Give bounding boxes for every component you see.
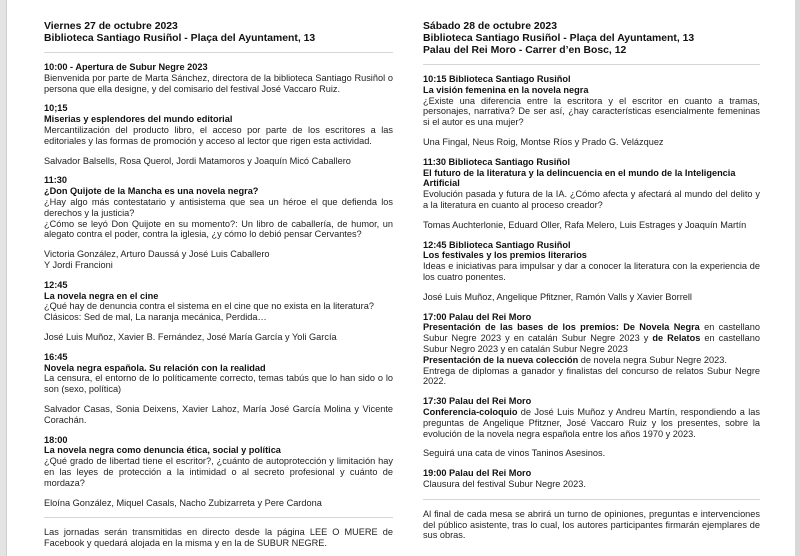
- text: de José Luis Muñoz y Andreu Martín, respondiendo a las preguntas de Angelique Pfitzner, José Vaccaro Ruiz y los presentes, sobre la evolución de la novela negra española entre los años 1970 y 2023.: [423, 406, 760, 439]
- footer-note: Al final de cada mesa se abrirá un turno de opiniones, preguntas e intervenciones del público asistente, tras lo cual, los autores participantes firmarán ejemplares de sus obras.: [423, 508, 760, 541]
- event-time: 10:15 Biblioteca Santiago Rusiñol: [423, 74, 571, 84]
- event-time: 19:00 Palau del Rei Moro: [423, 468, 532, 479]
- event-block: [44, 280, 393, 343]
- saturday-header: [423, 21, 760, 57]
- event-title: ¿Don Quijote de la Mancha es una novela negra?: [44, 186, 259, 197]
- event-time: 17:00 Palau del Rei Moro: [423, 311, 532, 322]
- event-time: 12:45 Biblioteca Santiago Rusiñol: [423, 239, 571, 250]
- event-block: [44, 435, 393, 509]
- event-title: La novela negra como denuncia ética, social y política: [44, 445, 281, 456]
- event-time: 10:00 - Apertura de Subur Negre 2023: [44, 62, 208, 72]
- event-time: 17:30 Palau del Rei Moro: [423, 396, 532, 407]
- event-block: [44, 352, 393, 426]
- text: de novela negra Subur Negre 2023.: [578, 354, 727, 365]
- event-block: [44, 103, 393, 166]
- event-1700: [423, 312, 760, 388]
- event-block: [44, 175, 393, 270]
- event-title: Novela negra española. Su relación con la realidad: [44, 362, 266, 373]
- event-desc: ¿Existe una diferencia entre la escritora y el escritor en cuanto a tramas, personajes, narrativa? De ser así, ¿hay características esencialmente femeninas si el autor es una mujer?: [423, 95, 760, 128]
- divider: [44, 52, 393, 53]
- event-time: 11:30: [44, 175, 67, 186]
- event-desc: ¿Hay algo más contestatario y antisistema que sea un héroe el que defienda los derechos y la justicia?: [44, 196, 393, 218]
- event-participants: Tomas Auchterlonie, Eduard Oller, Rafa Melero, Luis Estrages y Joaquín Martín: [423, 219, 747, 230]
- event-1730: [423, 396, 760, 459]
- event-desc: Clásicos: Sed de mal, La naranja mecánica, Perdida…: [44, 312, 267, 323]
- event-desc: ¿Qué hay de denuncia contra el sistema en el cine que no exista en la literatura?: [44, 301, 374, 312]
- footer-note: Las jornadas serán transmitidas en directo desde la página LEE O MUERE de Facebook y quedará alojada en la misma y en la de SUBUR NEGRE.: [44, 527, 393, 549]
- event-desc: [423, 407, 760, 439]
- event-desc: Bienvenida por parte de Marta Sánchez, directora de la biblioteca Santiago Rusiñol o persona que ella designe, y del comisario del festival José Vaccaro Ruiz.: [44, 72, 393, 94]
- venue-title: Biblioteca Santiago Rusiñol - Plaça del Ayuntament, 13: [423, 33, 695, 44]
- divider: [44, 517, 393, 518]
- event-title: Miserias y esplendores del mundo editorial: [44, 114, 233, 125]
- event-time: 16:45: [44, 351, 68, 362]
- bold-text: de Relatos: [652, 333, 701, 344]
- day-title: Viernes 27 de octubre 2023: [44, 21, 178, 32]
- friday-column: [44, 21, 393, 549]
- event-title: El futuro de la literatura y la delincuencia en el mundo de la Inteligencia Artificial: [423, 167, 736, 189]
- event-desc: Evolución pasada y futura de la IA. ¿Cómo afecta y afectará al mundo del delito y a la literatura en cuanto al proceso creador?: [423, 189, 760, 210]
- venue-title: Biblioteca Santiago Rusiñol - Plaça del Ayuntament, 13: [44, 33, 316, 44]
- event-block: [423, 157, 760, 231]
- event-participants: José Luis Muñoz, Angelique Pfitzner, Ramón Valls y Xavier Borrell: [423, 291, 692, 302]
- text: en castellano Subur Negro 2023 y en catalán Subur Negre 2023: [423, 333, 760, 354]
- event-participants: José Luis Muñoz, Xavier B. Fernández, José María García y Yoli García: [44, 331, 337, 342]
- page-edge-left: [0, 0, 7, 556]
- friday-header: [44, 21, 393, 45]
- event-participants: Eloína González, Miquel Casals, Nacho Zubizarreta y Pere Cardona: [44, 497, 322, 508]
- event-block: [44, 62, 393, 94]
- divider: [423, 64, 760, 65]
- event-desc: Entrega de diplomas a ganador y finalistas del concurso de relatos Subur Negre 2022.: [423, 365, 760, 387]
- event-desc: Ideas e iniciativas para impulsar y dar a conocer la literatura con la experiencia de los cuatro ponentes.: [423, 261, 760, 282]
- event-block: [423, 240, 760, 303]
- event-note: Seguirá una cata de vinos Taninos Asesinos.: [423, 448, 606, 459]
- day-title: Sábado 28 de octubre 2023: [423, 21, 557, 32]
- bold-text: Presentación de la nueva colección: [423, 354, 579, 365]
- text: en castellano Subur Negre 2023 y en catalán Subur Negre 2023 y: [423, 322, 760, 344]
- event-time: 12:45: [44, 279, 68, 290]
- saturday-column: [423, 21, 760, 541]
- bold-text: Presentación de las bases de los premios: De Novela Negra: [423, 322, 700, 333]
- event-title: Los festivales y los premios literarios: [423, 250, 587, 261]
- event-desc: [423, 322, 760, 354]
- divider: [423, 499, 760, 500]
- event-desc: [423, 355, 760, 366]
- bold-text: Conferencia-coloquio: [423, 406, 518, 417]
- event-participants: Y Jordi Francioni: [44, 259, 113, 270]
- event-1900: [423, 468, 760, 490]
- venue-title: Palau del Rei Moro - Carrer d’en Bosc, 12: [423, 45, 627, 56]
- event-participants: Salvador Casas, Sonia Deixens, Xavier Lahoz, María José García Molina y Vicente Corachán.: [44, 403, 393, 425]
- event-time: 11:30 Biblioteca Santiago Rusiñol: [423, 156, 571, 167]
- event-desc: ¿Cómo se leyó Don Quijote en su momento?: Un libro de caballería, de humor, un alegato contra el poder, contra la iglesia, ¿y cómo lo debió pensar Cervantes?: [44, 218, 393, 240]
- event-desc: Clausura del festival Subur Negre 2023.: [423, 478, 586, 489]
- event-desc: ¿Qué grado de libertad tiene el escritor?, ¿cuánto de autoprotección y limitación hay en las leyes de protección a la intimidad o al secreto profesional y cuánto de mordaza?: [44, 456, 393, 488]
- event-desc: Mercantilización del producto libro, el acceso por parte de los escritores a las editoriales y las formas de promoción y acceso al lector que rigen esta actividad.: [44, 124, 393, 146]
- event-participants: Una Fingal, Neus Roig, Montse Ríos y Prado G. Velázquez: [423, 136, 664, 147]
- event-block: [423, 74, 760, 148]
- event-participants: Salvador Balsells, Rosa Querol, Jordi Matamoros y Joaquín Micó Caballero: [44, 155, 351, 166]
- event-time: 10;15: [44, 103, 68, 114]
- event-title: La novela negra en el cine: [44, 290, 159, 301]
- event-time: 18:00: [44, 434, 68, 445]
- event-participants: Victoria González, Arturo Daussá y José Luis Caballero: [44, 249, 270, 260]
- scrollbar[interactable]: [795, 0, 800, 556]
- event-desc: La censura, el entorno de lo políticamente correcto, temas tabús que lo han sido o lo son (sexo, política): [44, 373, 393, 395]
- event-title: La visión femenina en la novela negra: [423, 84, 589, 95]
